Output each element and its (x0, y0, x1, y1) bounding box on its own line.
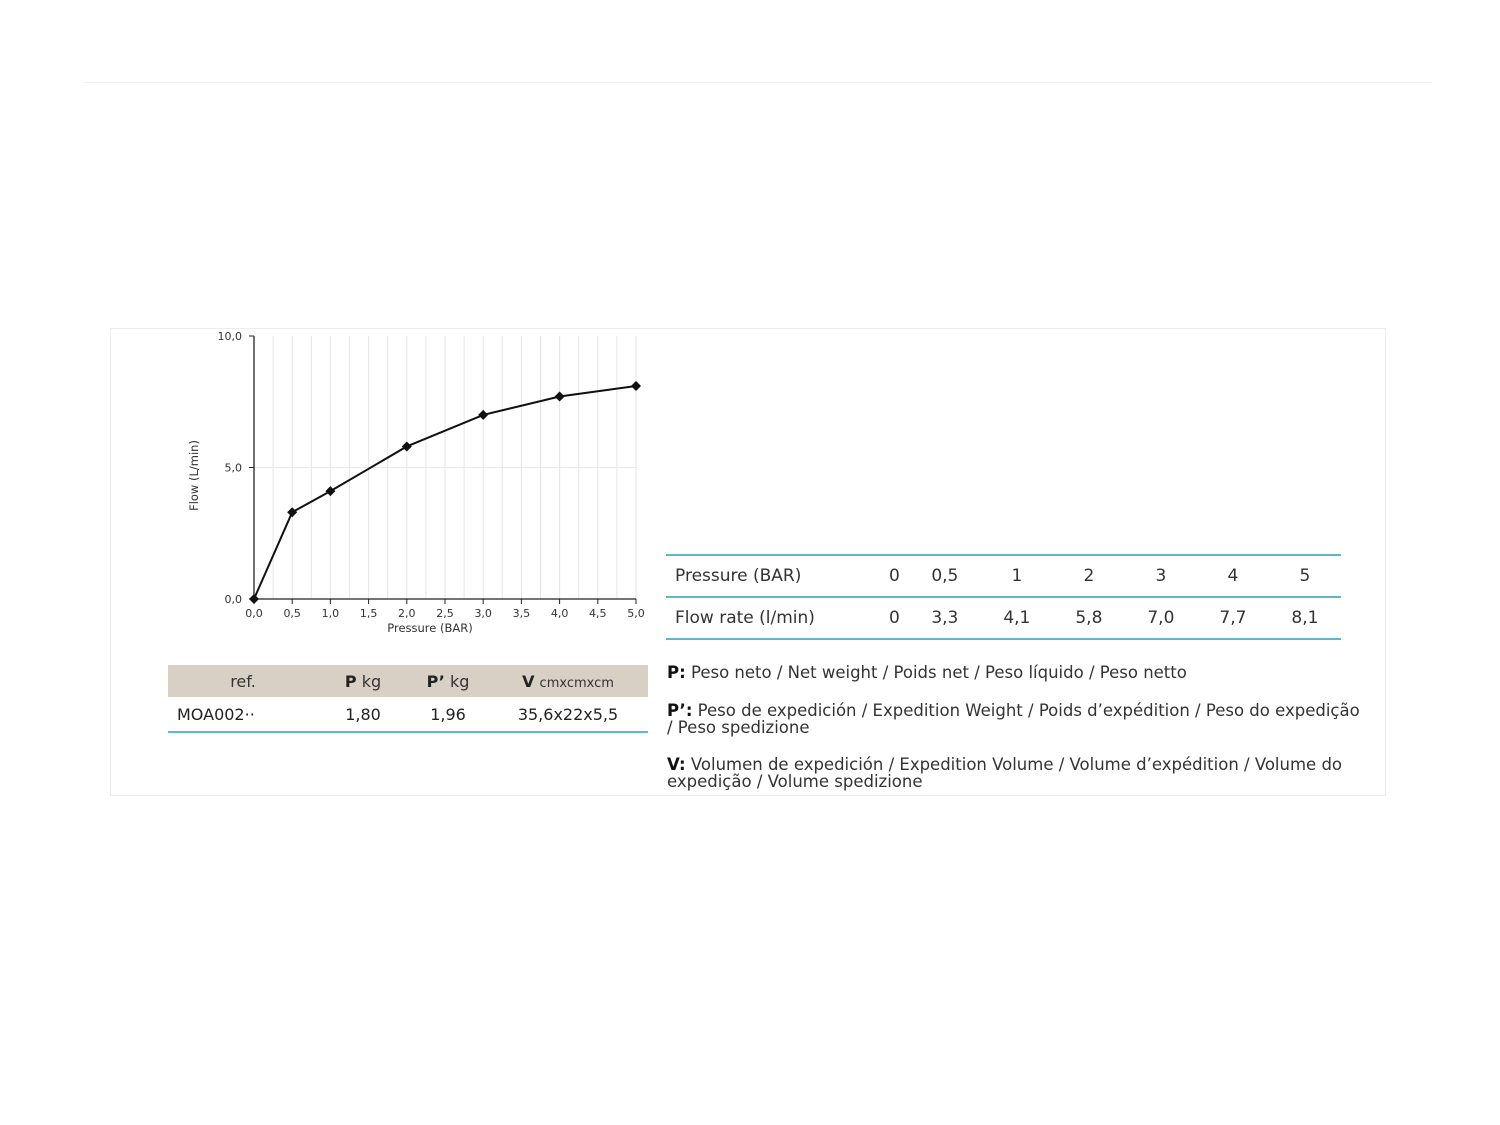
pressure-flow-chart (180, 326, 660, 646)
flow-rate-row (666, 597, 1341, 639)
pressure-value: 0,5 (931, 566, 959, 586)
x-tick-label: 4,5 (589, 607, 607, 620)
data-point (287, 507, 297, 517)
note-volume (667, 756, 1367, 790)
x-tick-label: 3,0 (474, 607, 492, 620)
note-expedition-weight-key: P’: (667, 701, 693, 720)
y-axis-label: Flow (L/min) (187, 440, 201, 511)
note-expedition-weight (667, 702, 1367, 736)
header-v-unit: cmxcmxcm (539, 675, 614, 691)
note-net-weight-text: Peso neto / Net weight / Poids net / Peso líquido / Peso netto (690, 663, 1187, 682)
x-tick-labels (245, 607, 645, 620)
x-tick-label: 0,5 (283, 607, 301, 620)
pressure-value: 5 (1299, 566, 1311, 586)
flow-rate-value: 3,3 (909, 597, 981, 639)
pressure-row (666, 555, 1341, 597)
flow-rate-value: 0 (880, 597, 909, 639)
header-pp-unit: kg (449, 671, 470, 691)
data-point (249, 594, 259, 604)
x-tick-label: 0,0 (245, 607, 263, 620)
pressure-value: 2 (1083, 566, 1095, 586)
x-tick-label: 5,0 (627, 607, 645, 620)
x-tick-label: 4,0 (550, 607, 569, 620)
header-net-weight (318, 665, 408, 697)
header-p-unit: kg (361, 671, 382, 691)
reference-table (168, 665, 648, 733)
header-ref-label: ref. (230, 671, 256, 691)
flow-rate-value: 7,0 (1125, 597, 1197, 639)
header-pp-symbol: P’ (426, 671, 445, 691)
chart-grid (254, 336, 636, 599)
pressure-value: 4 (1227, 566, 1239, 586)
x-axis-label: Pressure (BAR) (387, 621, 473, 635)
flow-rate-value: 4,1 (981, 597, 1053, 639)
flow-rate-row-label: Flow rate (l/min) (666, 597, 880, 639)
cell-expedition-weight: 1,96 (408, 697, 488, 732)
pressure-row-label: Pressure (BAR) (675, 566, 802, 586)
data-point (325, 486, 335, 496)
note-volume-text: Volumen de expedición / Expedition Volume / Volume d’expédition / Volume do expedição / Volume spedizione (667, 755, 1343, 791)
note-net-weight (667, 664, 1367, 681)
note-net-weight-key: P: (667, 663, 686, 682)
note-expedition-weight-text: Peso de expedición / Expedition Weight / Poids d’expédition / Peso do expedição / Peso spedizione (667, 701, 1360, 737)
x-tick-label: 1,5 (359, 607, 378, 620)
data-point (555, 391, 565, 401)
y-tick-label: 10,0 (217, 330, 242, 343)
y-tick-label: 0,0 (224, 593, 242, 606)
flow-rate-value: 8,1 (1269, 597, 1341, 639)
pressure-flow-table (666, 554, 1341, 640)
table-row (168, 697, 648, 732)
cell-net-weight: 1,80 (318, 697, 408, 732)
x-tick-label: 2,0 (398, 607, 416, 620)
data-point (402, 441, 412, 451)
pressure-value: 1 (1011, 566, 1023, 586)
header-volume (488, 665, 648, 697)
header-expedition-weight (408, 665, 488, 697)
y-tick-label: 5,0 (224, 461, 242, 475)
x-tick-label: 1,0 (321, 607, 340, 620)
cell-ref: MOA002·· (168, 697, 318, 732)
data-point (631, 381, 641, 391)
pressure-value: 3 (1155, 566, 1167, 586)
data-point (478, 410, 488, 420)
header-p-symbol: P (344, 671, 357, 691)
header-ref (168, 665, 318, 697)
y-tick-labels (218, 330, 243, 606)
header-v-symbol: V (522, 671, 535, 691)
reference-table-header (168, 665, 648, 697)
flow-rate-value: 7,7 (1197, 597, 1269, 639)
cell-volume: 35,6x22x5,5 (488, 697, 648, 732)
top-divider (84, 82, 1432, 83)
note-volume-key: V: (667, 755, 686, 774)
chart-axes (249, 336, 636, 604)
x-tick-label: 3,5 (512, 607, 531, 620)
pressure-value: 0 (889, 566, 900, 586)
x-tick-label: 2,5 (436, 607, 454, 620)
flow-rate-value: 5,8 (1053, 597, 1125, 639)
